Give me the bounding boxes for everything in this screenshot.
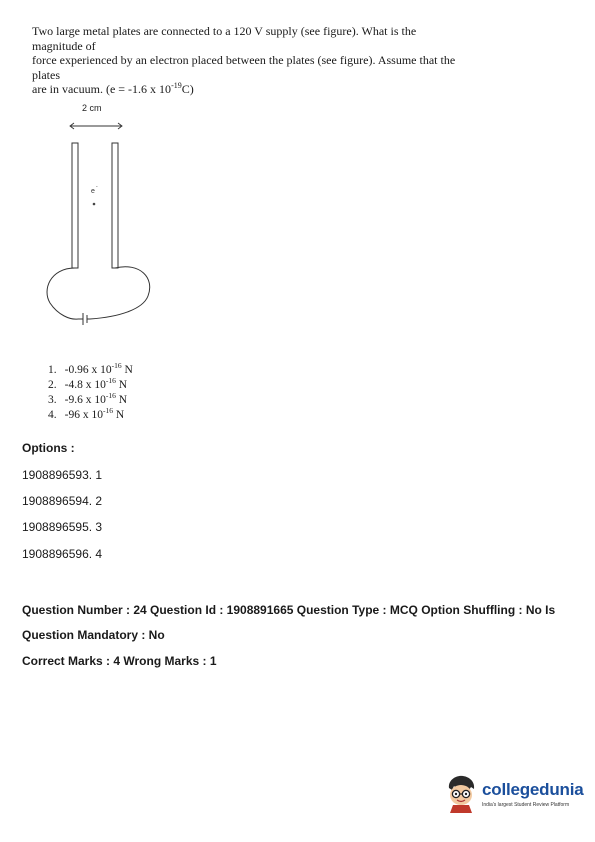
electron-label: e bbox=[91, 188, 95, 195]
question-meta-line-3: Correct Marks : 4 Wrong Marks : 1 bbox=[22, 654, 217, 668]
circuit-wire-left bbox=[47, 268, 78, 319]
answer-value: -0.96 x $10^{-16}$ N bbox=[64, 361, 133, 376]
left-plate bbox=[72, 143, 78, 268]
answer-choice bbox=[48, 393, 133, 408]
answer-number: 1. bbox=[48, 364, 57, 376]
question-meta-line-1: Question Number : 24 Question Id : 1908891665 Question Type : MCQ Option Shuffling : No Is bbox=[22, 603, 556, 617]
collegedunia-logo[interactable] bbox=[444, 774, 584, 814]
question-line-3-end: C) bbox=[181, 82, 194, 96]
answer-value: -9.6 x $10^{-16}$ N bbox=[64, 391, 128, 406]
options-title: Options : bbox=[22, 441, 75, 455]
charge-exponent: -19 bbox=[171, 81, 182, 90]
answer-number: 3. bbox=[48, 394, 57, 406]
answer-value: -4.8 x $10^{-16}$ N bbox=[64, 376, 128, 391]
question-text bbox=[32, 24, 462, 97]
question-meta-line-2: Question Mandatory : No bbox=[22, 628, 165, 642]
logo-tagline: India's largest Student Review Platform bbox=[482, 802, 570, 808]
logo-name: collegedunia bbox=[482, 780, 584, 799]
option-item: 1908896594. 2 bbox=[22, 494, 103, 508]
answer-choice bbox=[48, 378, 133, 393]
logo-text bbox=[482, 780, 584, 808]
option-item: 1908896593. 1 bbox=[22, 468, 103, 482]
answer-value: -96 x $10^{-16}$ N bbox=[64, 406, 125, 421]
circuit-wire-right bbox=[90, 267, 150, 319]
answer-choice bbox=[48, 408, 133, 423]
question-line-1: Two large metal plates are connected to a 120 V supply (see figure). What is the magnitude of bbox=[32, 24, 417, 53]
option-item: 1908896596. 4 bbox=[22, 547, 103, 561]
option-item: 1908896595. 3 bbox=[22, 520, 103, 534]
capacitor-figure bbox=[40, 100, 170, 345]
right-plate bbox=[112, 143, 118, 268]
distance-label: 2 cm bbox=[82, 103, 102, 113]
answer-choices bbox=[48, 363, 133, 423]
answer-choice bbox=[48, 363, 133, 378]
question-line-3-text: are in vacuum. (e = -1.6 x 10 bbox=[32, 82, 172, 96]
plates-diagram bbox=[40, 100, 170, 340]
mascot-icon bbox=[444, 774, 478, 814]
answer-number: 2. bbox=[48, 379, 57, 391]
question-line-2: force experienced by an electron placed between the plates (see figure). Assume that the plates bbox=[32, 53, 456, 82]
answer-number: 4. bbox=[48, 409, 57, 421]
electron-dot bbox=[93, 203, 96, 206]
electron-charge-sign: - bbox=[96, 184, 98, 190]
question-line-3 bbox=[32, 82, 462, 97]
